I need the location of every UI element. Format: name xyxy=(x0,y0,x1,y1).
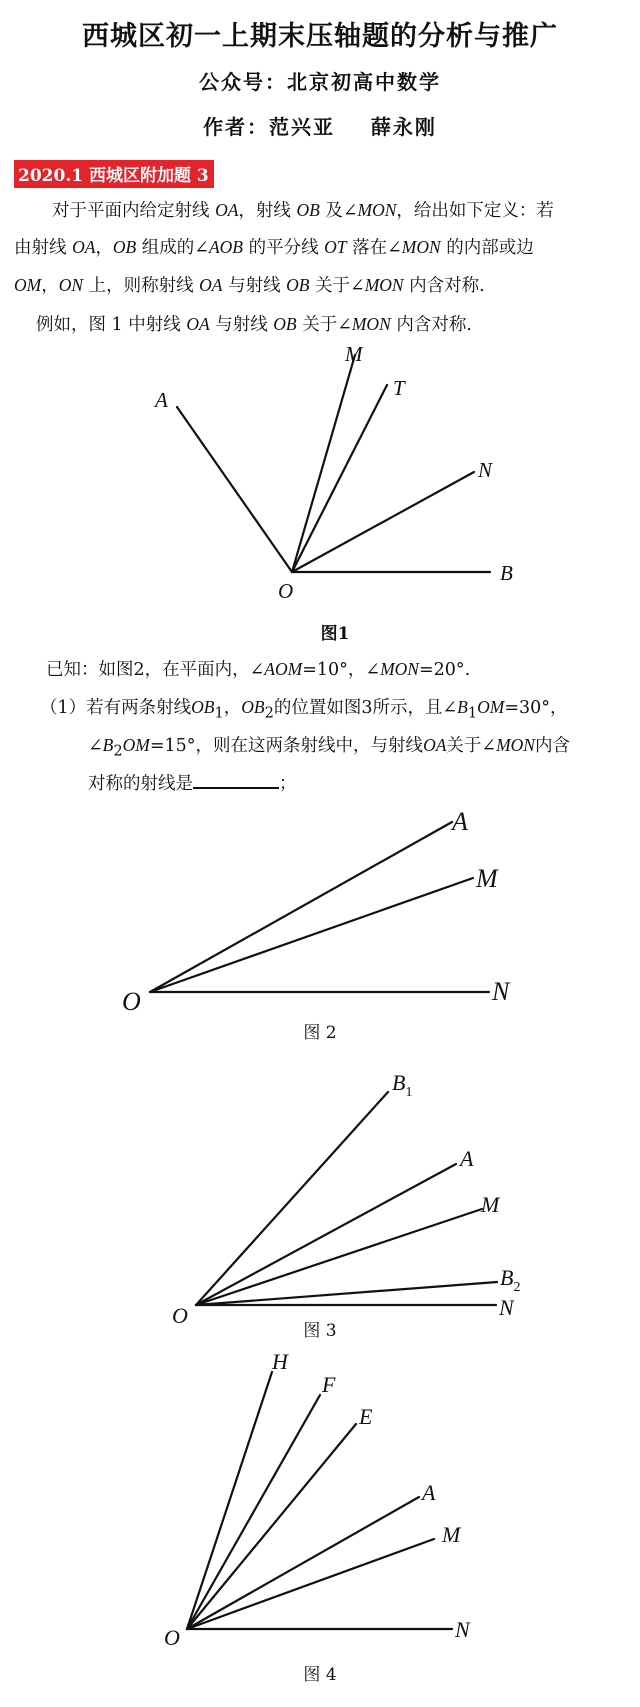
ray-ob2 xyxy=(196,1282,497,1305)
definition-line-3: OM，ON 上，则称射线 OA 与射线 OB 关于∠MON 内含对称. xyxy=(14,275,485,296)
figure-3-caption: 图 3 xyxy=(303,1321,337,1341)
label-o: O xyxy=(172,1303,188,1328)
label-n: N xyxy=(478,458,493,482)
label-n: N xyxy=(492,977,510,1006)
page-title: 西城区初一上期末压轴题的分析与推广 xyxy=(82,21,558,52)
label-o: O xyxy=(122,987,141,1016)
ray-on xyxy=(292,472,474,572)
label-a: A xyxy=(422,1480,436,1505)
label-n: N xyxy=(499,1295,514,1320)
label-b1: $B_1$ xyxy=(392,1070,413,1100)
label-n: N xyxy=(455,1617,470,1642)
question-1-line-1: （1）若有两条射线$OB_1$，$OB_2$的位置如图3所示，且$\angle B_1OM=30^\circ$， xyxy=(40,697,568,722)
label-e: E xyxy=(359,1404,373,1429)
ray-om xyxy=(150,878,473,992)
label-a: A xyxy=(155,388,168,412)
given-line: 已知：如图2，在平面内，∠AOM=10°，∠MON=20°. xyxy=(46,659,471,680)
problem-tag: 2020.1 西城区附加题 3 xyxy=(14,160,214,188)
label-a: A xyxy=(452,807,468,836)
definition-line-2: 由射线 OA，OB 组成的∠AOB 的平分线 OT 落在∠MON 的内部或边 xyxy=(14,237,534,258)
authors-line: 作者：范兴亚 薛永刚 xyxy=(203,115,437,139)
figure-1 xyxy=(0,340,640,620)
label-m: M xyxy=(442,1522,461,1547)
label-a: A xyxy=(460,1146,474,1171)
label-t: T xyxy=(393,376,405,400)
ray-om xyxy=(292,355,355,572)
ray-oa xyxy=(196,1164,456,1305)
question-1-line-3: 对称的射线是 ； xyxy=(88,774,297,794)
label-m: M xyxy=(345,342,363,366)
label-b2: $B_2$ xyxy=(500,1265,521,1295)
ray-oa xyxy=(177,407,292,572)
label-h: H xyxy=(272,1349,288,1374)
account-line: 公众号：北京初高中数学 xyxy=(199,70,441,94)
label-m: M xyxy=(481,1192,500,1217)
figure-2-caption: 图 2 xyxy=(303,1023,337,1043)
figure-1-caption: 图1 xyxy=(320,624,350,644)
label-m: M xyxy=(476,864,498,893)
label-b: B xyxy=(500,561,513,585)
figure-4 xyxy=(0,1340,640,1650)
question-1-line-2: $\angle B_2OM=15^\circ$，则在这两条射线中，与射线OA关于∠MON内含 xyxy=(88,735,570,760)
label-o: O xyxy=(164,1625,180,1650)
definition-line-1: 对于平面内给定射线 OA，射线 OB 及∠MON，给出如下定义：若 xyxy=(52,200,554,221)
figure-2 xyxy=(0,800,640,1020)
label-o: O xyxy=(278,579,294,603)
answer-blank[interactable] xyxy=(193,773,279,789)
example-line: 例如，图 1 中射线 OA 与射线 OB 关于∠MON 内含对称. xyxy=(36,314,472,335)
ray-oa xyxy=(150,822,452,992)
ray-ot xyxy=(292,385,387,572)
figure-3 xyxy=(0,1060,640,1328)
label-f: F xyxy=(322,1372,336,1397)
ray-oa xyxy=(187,1497,419,1629)
figure-4-caption: 图 4 xyxy=(303,1665,337,1685)
